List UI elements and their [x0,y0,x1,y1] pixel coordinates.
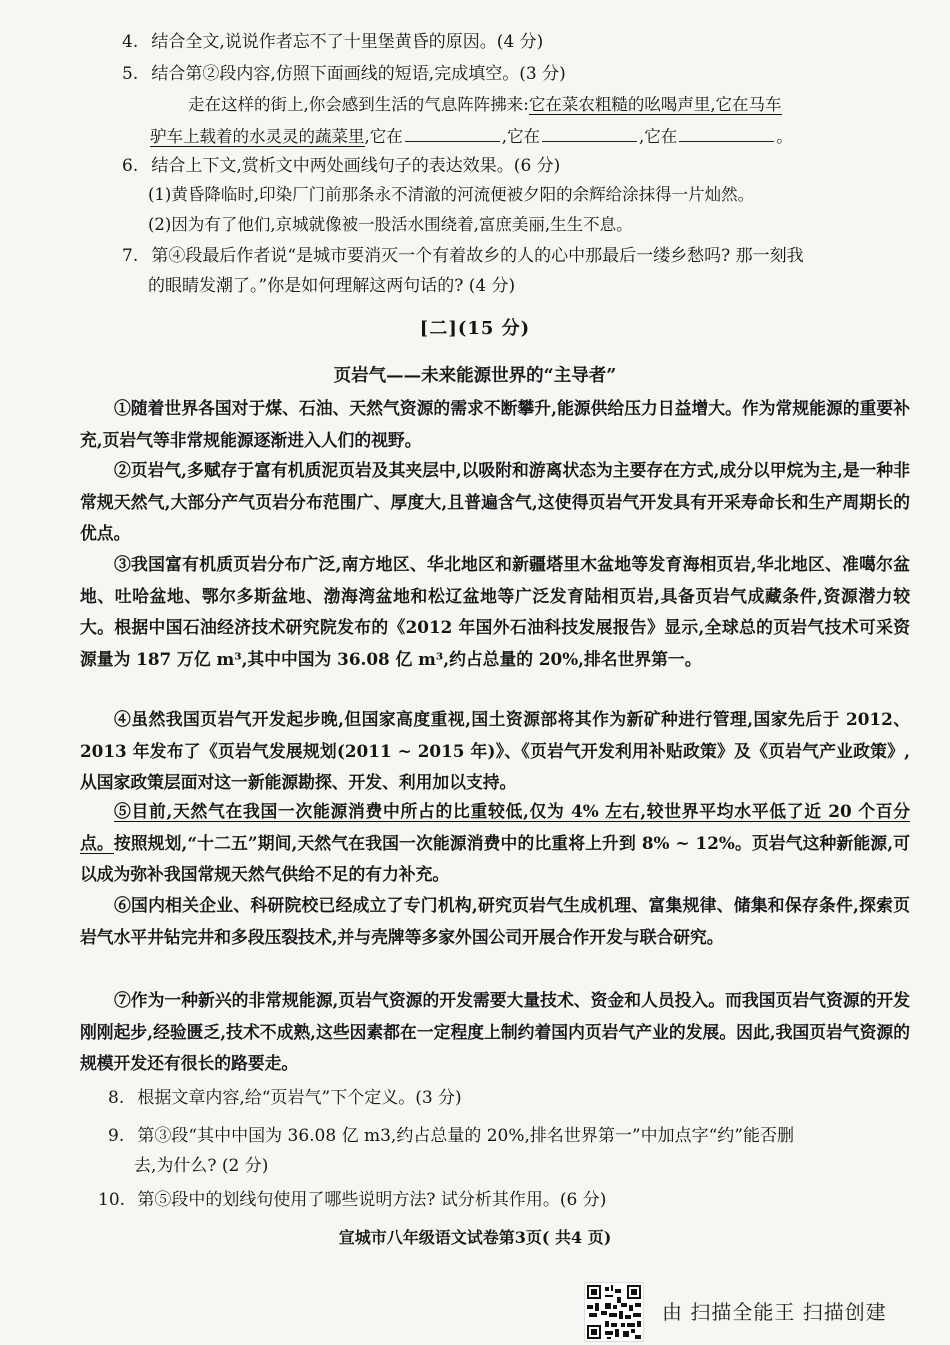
question-number: 7. [122,246,139,266]
example-underlined: 它在菜农粗糙的吆喝声里,它在马车 [528,95,782,114]
question-7-cont: 的眼睛发潮了。”你是如何理解这两句话的? (4 分) [148,276,516,296]
example-joiner: ,它在 [364,127,403,146]
paragraph-5-rest: 按照规划,“十二五”期间,天然气在我国一次能源消费中的比重将上升到 8% ~ 12%。页岩气这种新能源,可以成为弥补我国常规天然气供给不足的有力补充。 [80,832,910,884]
question-6 [122,150,912,182]
question-text: 结合第②段内容,仿照下面画线的短语,完成填空。(3 分) [151,64,566,84]
paragraph-7: ⑦作为一种新兴的非常规能源,页岩气资源的开发需要大量技术、资金和人员投入。而我国页岩气资源的开发刚刚起步,经验匮乏,技术不成熟,这些因素都在一定程度上制约着国内页岩气产业的发展。因此,我国页岩气资源的规模开发还有很长的路要走。 [80,990,910,1073]
example-line-1 [188,88,908,122]
paragraph-5 [80,796,910,891]
question-5 [122,58,912,90]
question-7 [122,240,912,272]
fill-blank-2[interactable] [542,125,637,142]
article-title: 页岩气——未来能源世界的“主导者” [333,366,617,386]
qr-code-icon [584,1282,644,1342]
question-number: 10. [98,1190,126,1210]
page-footer: 宣城市八年级语文试卷第3页( 共4 页) [338,1228,612,1247]
example-end: 。 [776,127,793,146]
example-joiner: ,它在 [501,127,540,146]
question-4 [122,26,912,58]
question-9 [108,1120,918,1152]
question-number: 4. [122,32,139,52]
paragraph-3: ③我国富有机质页岩分布广泛,南方地区、华北地区和新疆塔里木盆地等发育海相页岩,华北地区、准噶尔盆地、吐哈盆地、鄂尔多斯盆地、渤海湾盆地和松辽盆地等广泛发育陆相页岩,具备页岩气成藏条件,资源潜力较大。根据中国石油经济技术研究院发布的《2012 年国外石油科技发展报告》显示,全球总的页岩气技术可采资源量为 187 万亿 m³,其中中国为 36.08 亿 m³,约占总量的 20%,排名世界第一。 [80,554,910,669]
question-number: 9. [108,1126,125,1146]
example-joiner: ,它在 [639,127,678,146]
underlined-sentence: ⑤目前,天然气在我国一次能源消费中所占的比重较低,仅为 4% 左右,较世界平均水平低了近 20 个百分点。 [80,801,910,853]
example-underlined-2: 驴车上载着的水灵灵的蔬菜里 [150,127,365,146]
question-8 [108,1082,898,1114]
question-10 [98,1184,888,1216]
example-plain: 走在这样的街上,你会感到生活的气息阵阵拂来: [188,95,529,114]
question-text: 根据文章内容,给“页岩气”下个定义。(3 分) [137,1088,462,1108]
question-number: 8. [108,1088,125,1108]
paragraph-1: ①随着世界各国对于煤、石油、天然气资源的需求不断攀升,能源供给压力日益增大。作为常规能源的重要补充,页岩气等非常规能源逐渐进入人们的视野。 [80,398,910,450]
paragraph-4: ④虽然我国页岩气开发起步晚,但国家高度重视,国土资源部将其作为新矿种进行管理,国家先后于 2012、2013 年发布了《页岩气发展规划(2011 ~ 2015 年)》、《页岩气开发利用补贴政策》及《页岩气产业政策》,从国家政策层面对这一新能源勘探、开发、利用加以支持。 [80,709,910,792]
question-text: 第⑤段中的划线句使用了哪些说明方法? 试分析其作用。(6 分) [137,1190,607,1210]
example-line-2 [150,120,870,154]
paragraph-6: ⑥国内相关企业、科研院校已经成立了专门机构,研究页岩气生成机理、富集规律、储集和保存条件,探索页岩气水平井钻完井和多段压裂技术,并与壳牌等多家外国公司开展合作开发与联合研究。 [80,895,910,947]
question-number: 6. [122,156,139,176]
question-text: 结合全文,说说作者忘不了十里堡黄昏的原因。(4 分) [151,32,544,52]
section-title: [二](15 分) [419,318,531,339]
fill-blank-3[interactable] [679,125,774,142]
paragraph-2: ②页岩气,多赋存于富有机质泥页岩及其夹层中,以吸附和游离状态为主要存在方式,成分以甲烷为主,是一种非常规天然气,大部分产气页岩分布范围广、厚度大,且普遍含气,这使得页岩气开发具有开采寿命长和生产周期长的优点。 [80,460,910,543]
fill-blank-1[interactable] [405,125,500,142]
question-text: 第③段“其中中国为 36.08 亿 m3,约占总量的 20%,排名世界第一”中加点字“约”能否删 [137,1126,794,1146]
question-text: 第④段最后作者说“是城市要消灭一个有着故乡的人的心中那最后一缕乡愁吗? 那一刻我 [151,246,804,266]
question-number: 5. [122,64,139,84]
q6-item-2: (2)因为有了他们,京城就像被一股活水围绕着,富庶美丽,生生不息。 [148,215,633,234]
question-9-cont: 去,为什么? (2 分) [134,1156,269,1176]
question-text: 结合上下文,赏析文中两处画线句子的表达效果。(6 分) [151,156,561,176]
q6-item-1: (1)黄昏降临时,印染厂门前那条永不清澈的河流便被夕阳的余辉给涂抹得一片灿然。 [148,185,755,204]
scanner-watermark: 由 扫描全能王 扫描创建 [662,1300,887,1324]
